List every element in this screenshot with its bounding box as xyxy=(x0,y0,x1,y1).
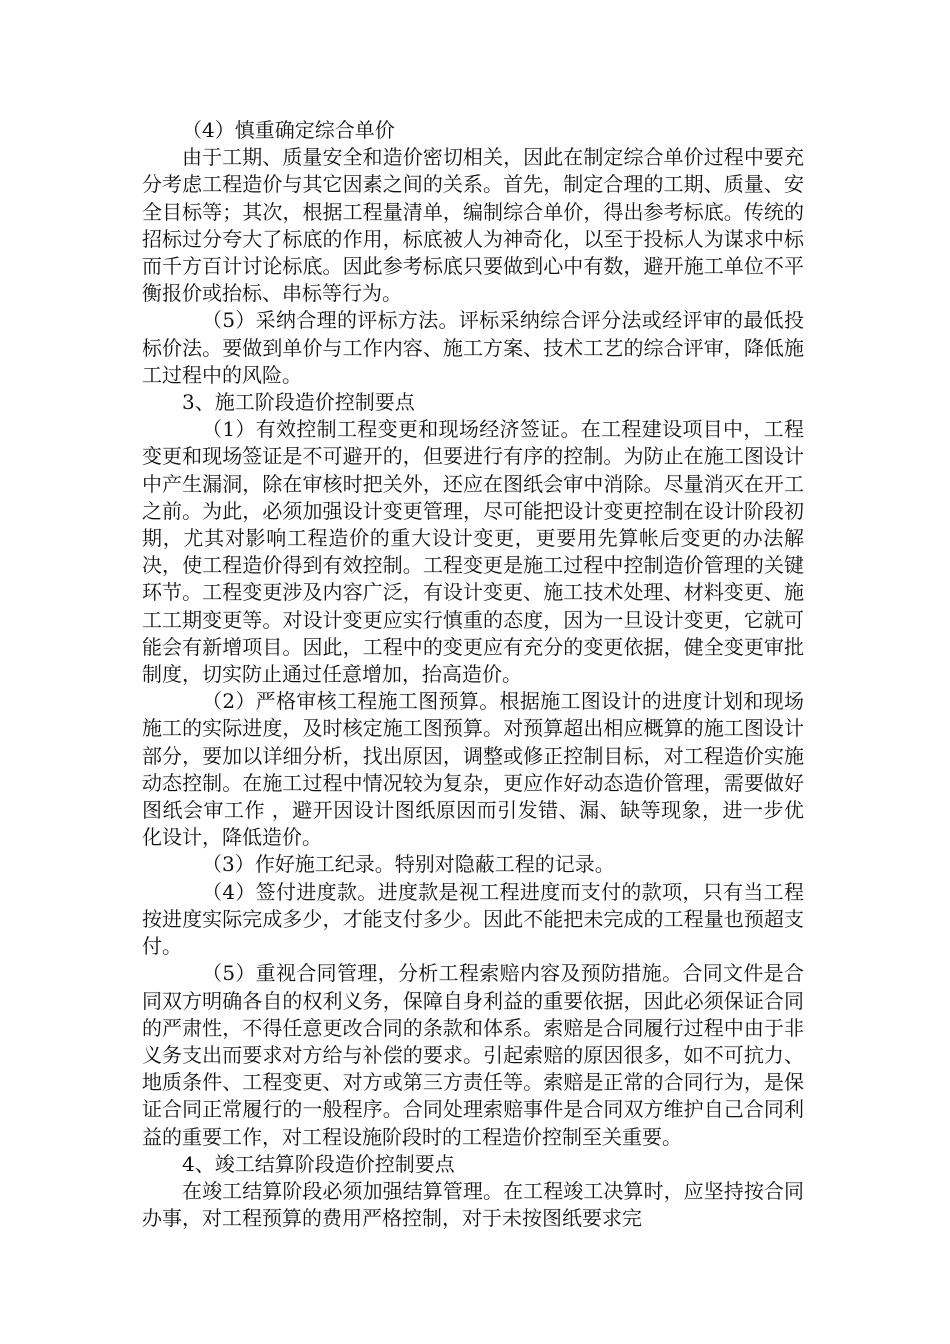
paragraph-change-control: （1）有效控制工程变更和现场经济签证。在工程建设项目中，工程变更和现场签证是不可避开的，但要进行有序的控制。为防止在施工图设计中产生漏洞，除在审核时把关外，还应在图纸会审中消除。尽量消灭在开工之前。为此，必须加强设计变更管理，尽可能把设计变更控制在设计阶段初期，尤其对影响工程造价的重大设计变更，更要用先算帐后变更的办法解决，使工程造价得到有效控制。工程变更是施工过程中控制造价管理的关键环节。工程变更涉及内容广泛，有设计变更、施工技术处理、材料变更、施工工期变更等。对设计变更应实行慎重的态度，因为一旦设计变更，它就可能会有新增项目。因此，工程中的变更应有充分的变更依据，健全变更审批制度，切实防止通过任意增加，抬高造价。 xyxy=(142,417,804,687)
paragraph-contract-management: （5）重视合同管理，分析工程索赔内容及预防措施。合同文件是合同双方明确各自的权利义务，保障自身利益的重要依据，因此必须保证合同的严肃性，不得任意更改合同的条款和体系。索赔是合同履行过程中由于非义务支出而要求对方给与补偿的要求。引起索赔的原因很多，如不可抗力、地质条件、工程变更、对方或第三方责任等。索赔是正常的合同行为，是保证合同正常履行的一般程序。合同处理索赔事件是合同双方维护自己合同利益的重要工作，对工程设施阶段时的工程造价控制至关重要。 xyxy=(142,961,804,1149)
paragraph-progress-payment: （4）签付进度款。进度款是视工程进度而支付的款项，只有当工程按进度实际完成多少，才能支付多少。因此不能把未完成的工程量也预超支付。 xyxy=(142,879,804,959)
heading-4-unit-price: （4）慎重确定综合单价 xyxy=(182,118,395,142)
document-body xyxy=(142,117,804,1232)
paragraph-budget-review: （2）严格审核工程施工图预算。根据施工图设计的进度计划和现场施工的实际进度，及时核定施工图预算。对预算超出相应概算的施工图设计部分，要加以详细分析，找出原因，调整或修正控制目标，对工程造价实施动态控制。在施工过程中情况较为复杂，更应作好动态造价管理，需要做好图纸会审工作 ，避开因设计图纸原因而引发错、漏、缺等现象，进一步优化设计，降低造价。 xyxy=(142,689,804,850)
paragraph-bid-evaluation: （5）采纳合理的评标方法。评标采纳综合评分法或经评审的最低投标价法。要做到单价与工作内容、施工方案、技术工艺的综合评审，降低施工过程中的风险。 xyxy=(142,308,804,387)
paragraph-unit-price: 由于工期、质量安全和造价密切相关，因此在制定综合单价过程中要充分考虑工程造价与其它因素之间的关系。首先，制定合理的工期、质量、安全目标等；其次，根据工程量清单，编制综合单价，得出参考标底。传统的招标过分夸大了标底的作用，标底被人为神奇化，以至于投标人为谋求中标而千方百计讨论标底。因此参考标底只要做到心中有数，避开施工单位不平衡报价或抬标、串标等行为。 xyxy=(142,145,804,306)
section-heading-construction-stage: 3、施工阶段造价控制要点 xyxy=(182,390,415,415)
section-heading-settlement-stage: 4、竣工结算阶段造价控制要点 xyxy=(182,1151,455,1176)
paragraph-construction-records: （3）作好施工纪录。特别对隐蔽工程的记录。 xyxy=(202,852,615,877)
paragraph-settlement: 在竣工结算阶段必须加强结算管理。在工程竣工决算时，应坚持按合同办事，对工程预算的费用严格控制，对于未按图纸要求完 xyxy=(142,1178,804,1231)
